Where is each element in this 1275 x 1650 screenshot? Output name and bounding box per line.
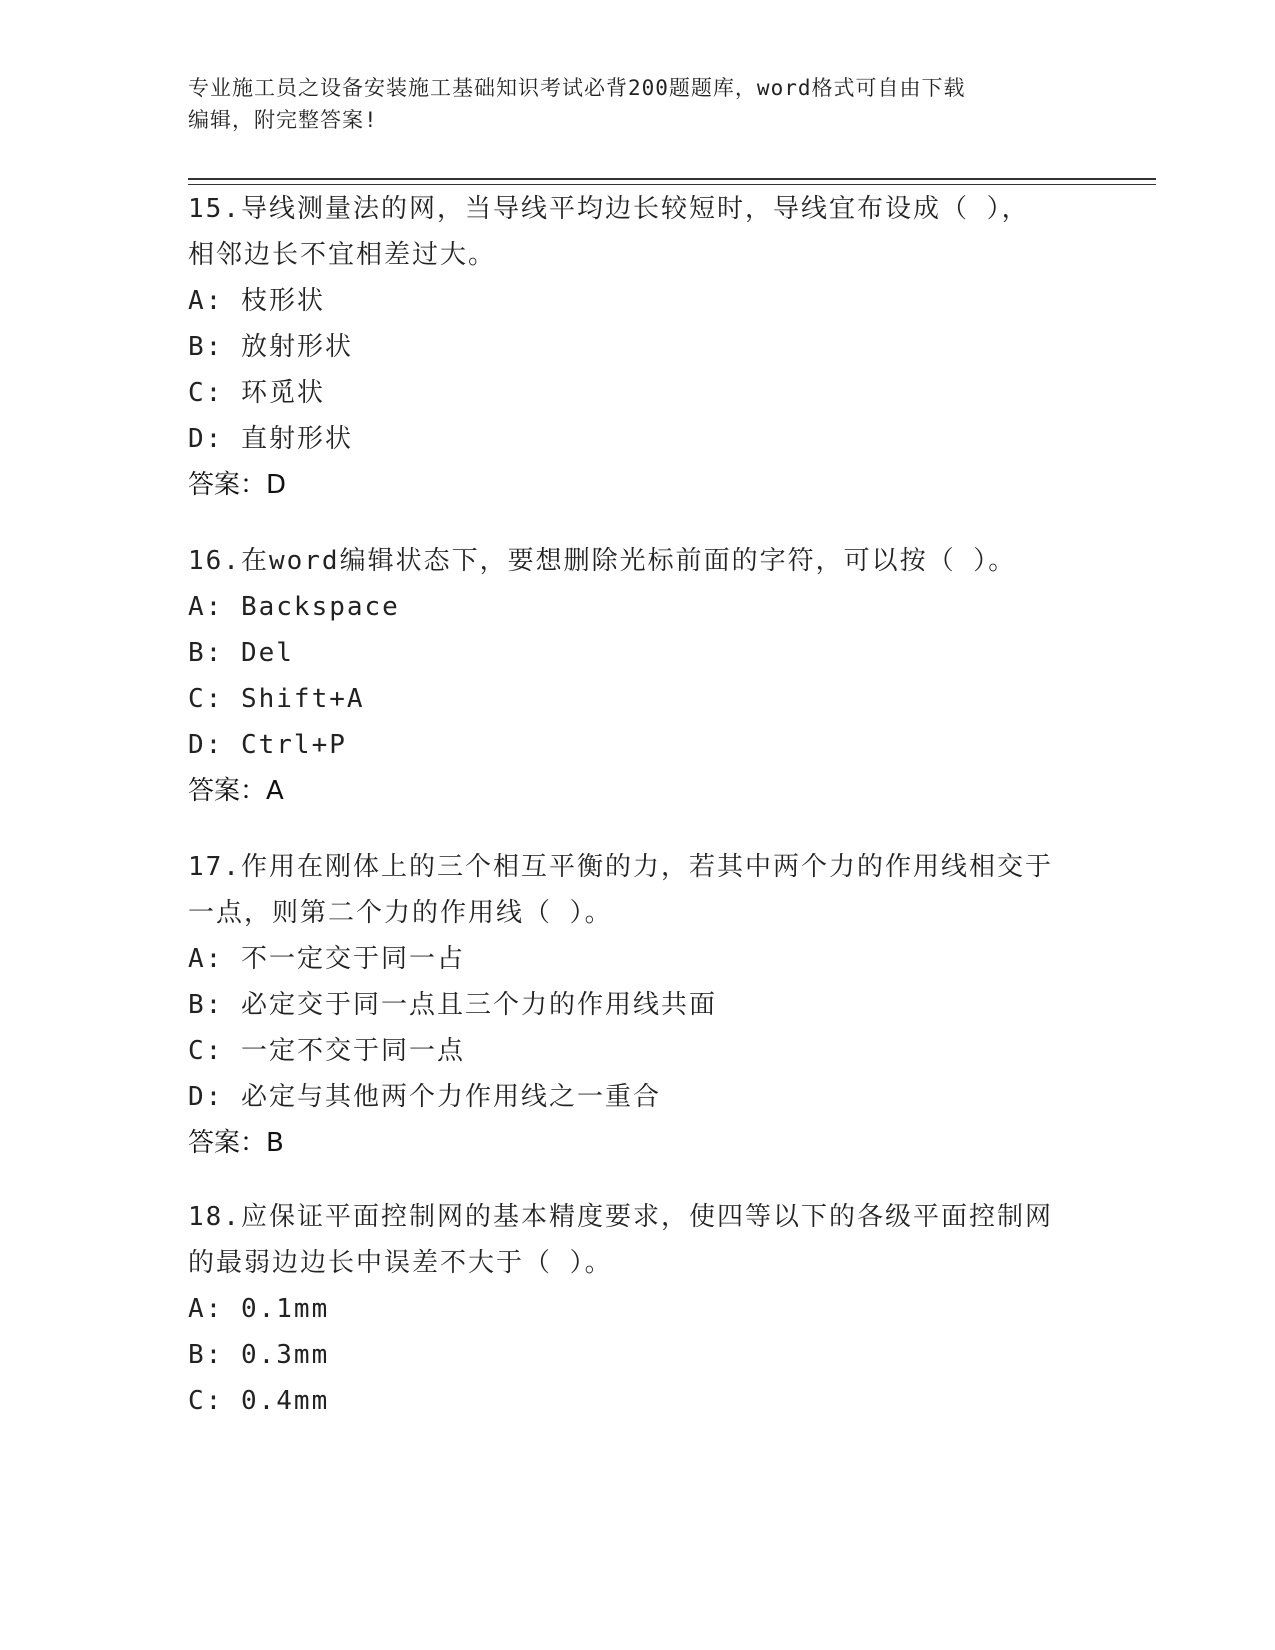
question-stem-line: 的最弱边边长中误差不大于（ ）。 [188,1248,613,1278]
question-16 [188,538,1088,814]
option-d: D: 必定与其他两个力作用线之一重合 [188,1082,661,1112]
question-stem-line: 18.应保证平面控制网的基本精度要求，使四等以下的各级平面控制网 [188,1202,1053,1232]
question-stem-line: 一点，则第二个力的作用线（ ）。 [188,898,613,928]
answer-line: 答案：A [188,776,284,806]
header-divider-thick [188,178,1156,180]
question-stem-line: 15.导线测量法的网，当导线平均边长较短时，导线宜布设成（ ）， [188,194,1030,224]
question-17 [188,844,1088,1166]
option-b: B: 0.3mm [188,1340,330,1370]
option-a: A: 不一定交于同一占 [188,944,465,974]
option-b: B: 必定交于同一点且三个力的作用线共面 [188,990,717,1020]
option-a: A: 枝形状 [188,286,325,316]
answer-line: 答案：D [188,470,287,500]
header-line-1: 专业施工员之设备安装施工基础知识考试必背200题题库，word格式可自由下载 [188,76,966,100]
question-stem-line: 17.作用在刚体上的三个相互平衡的力，若其中两个力的作用线相交于 [188,852,1053,882]
option-b: B: 放射形状 [188,332,353,362]
question-15 [188,186,1088,508]
option-a: A: 0.1mm [188,1294,330,1324]
question-stem-line: 相邻边长不宜相差过大。 [188,240,497,270]
option-d: D: 直射形状 [188,424,353,454]
option-d: D: Ctrl+P [188,730,347,760]
question-18 [188,1194,1088,1424]
header-divider-thin [188,184,1156,185]
option-c: C: 环觅状 [188,378,325,408]
option-c: C: 一定不交于同一点 [188,1036,465,1066]
option-c: C: Shift+A [188,684,365,714]
question-stem-line: 16.在word编辑状态下，要想删除光标前面的字符，可以按（ ）。 [188,546,1017,576]
option-c: C: 0.4mm [188,1386,330,1416]
header-line-2: 编辑，附完整答案! [188,108,378,132]
option-a: A: Backspace [188,592,400,622]
option-b: B: Del [188,638,294,668]
document-header [188,72,1068,136]
answer-line: 答案：B [188,1128,284,1158]
